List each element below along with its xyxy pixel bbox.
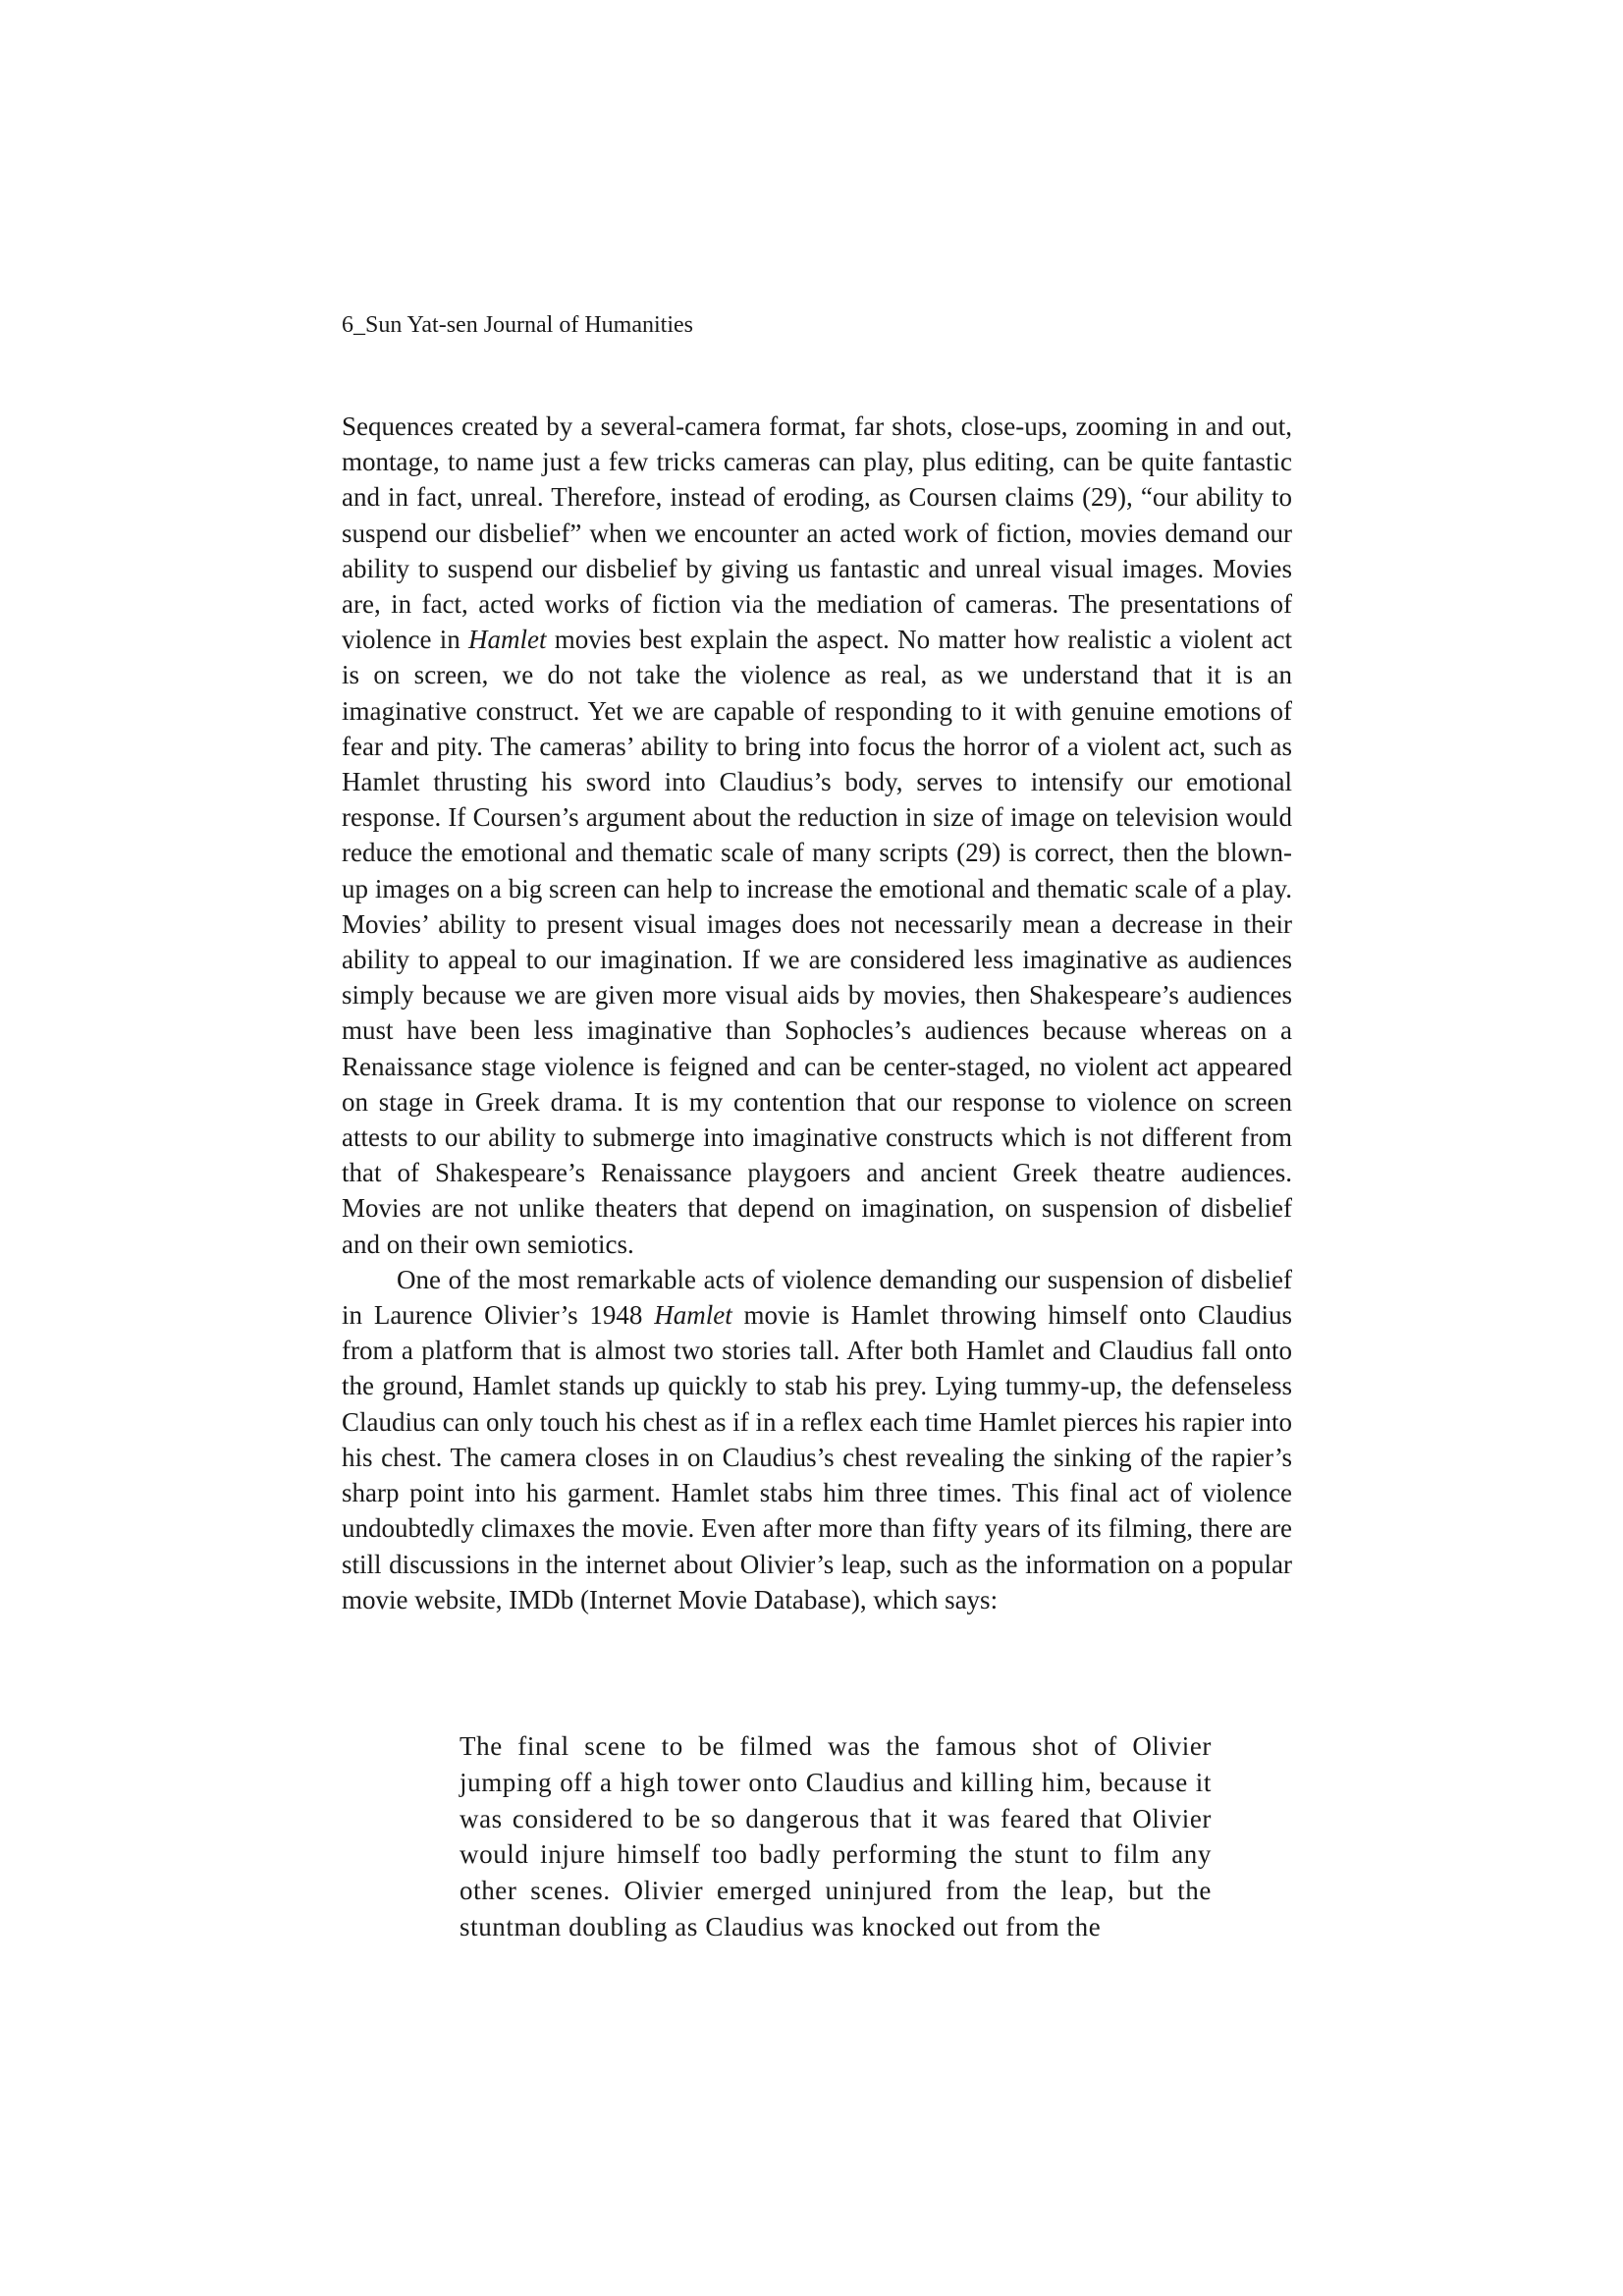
- italic-title: Hamlet: [467, 625, 547, 655]
- text-run: movies best explain the aspect. No matter how realistic a violent act is on screen, we do not take the violence as real, as we understand that it is an imaginative construct. Yet we are capable of responding to it with genuine emotions of fear and pity. The cameras’ ability to bring into focus the horror of a violent act, such as Hamlet thrusting his sword into Claudius’s body, serves to intensify our emotional response. If Coursen’s argument about the reduction in size of image on television would reduce the emotional and thematic scale of many scripts (29) is correct, then the blown-up images on a big screen can help to increase the emotional and thematic scale of a play. Movies’ ability to present visual images does not necessarily mean a decrease in their ability to appeal to our imagination. If we are considered less imaginative as audiences simply because we are given more visual aids by movies, then Shakespeare’s audiences must have been less imaginative than Sophocles’s audiences because whereas on a Renaissance stage violence is feigned and can be center-staged, no violent act appeared on stage in Greek drama. It is my contention that our response to violence on screen attests to our ability to submerge into imaginative constructs which is not different from that of Shakespeare’s Renaissance playgoers and ancient Greek theatre audiences. Movies are not unlike theaters that depend on imagination, on suspension of disbelief and on their own semiotics.: [342, 625, 1292, 1259]
- text-run: movie is Hamlet throwing himself onto Claudius from a platform that is almost two stories tall. After both Hamlet and Claudius fall onto the ground, Hamlet stands up quickly to stab his prey. Lying tummy-up, the defenseless Claudius can only touch his chest as if in a reflex each time Hamlet pierces his rapier into his chest. The camera closes in on Claudius’s chest revealing the sinking of the rapier’s sharp point into his garment. Hamlet stabs him three times. This final act of violence undoubtedly climaxes the movie. Even after more than fifty years of its filming, there are still discussions in the internet about Olivier’s leap, such as the information on a popular movie website, IMDb (Internet Movie Database), which says:: [342, 1300, 1292, 1614]
- running-head: 6_Sun Yat-sen Journal of Humanities: [342, 312, 693, 338]
- text-run: One of the most remarkable acts of violence demanding our suspension of disbelief in Laurence Olivier’s 1948: [342, 1264, 1292, 1331]
- block-quote: The final scene to be filmed was the famous shot of Olivier jumping off a high tower onto Claudius and killing him, because it was considered to be so dangerous that it was feared that Olivier would injure himself too badly performing the stunt to film any other scenes. Olivier emerged uninjured from the leap, but the stuntman doubling as Claudius was knocked out from the: [460, 1731, 1212, 1941]
- paragraph: [342, 409, 1292, 1262]
- italic-title: Hamlet: [654, 1300, 732, 1331]
- body-text: [342, 409, 1292, 1617]
- text-run: Sequences created by a several-camera format, far shots, close-ups, zooming in and out, montage, to name just a few tricks cameras can play, plus editing, can be quite fantastic and in fact, unreal. Therefore, instead of eroding, as Coursen claims (29), “our ability to suspend our disbelief” when we encounter an acted work of fiction, movies demand our ability to suspend our disbelief by giving us fantastic and unreal visual images. Movies are, in fact, acted works of fiction via the mediation of cameras. The presentations of violence in: [342, 411, 1292, 655]
- paragraph: [342, 1262, 1292, 1617]
